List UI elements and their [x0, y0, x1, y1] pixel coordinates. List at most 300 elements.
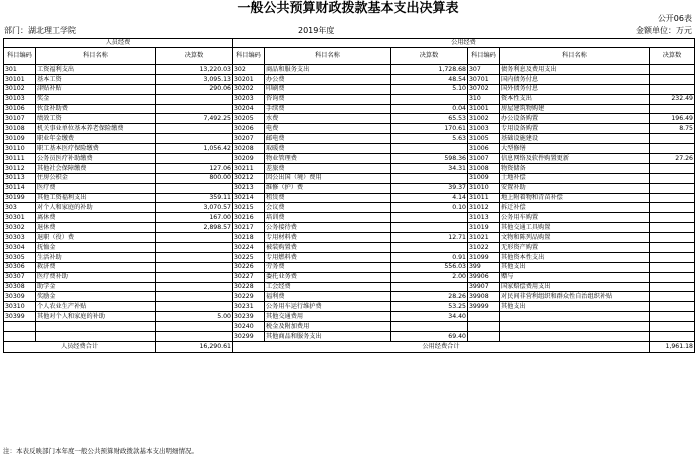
public-amount-cell: 2.00 [391, 272, 468, 282]
public-name-cell: 委托业务费 [265, 272, 391, 282]
public-name-cell: 税金及附加费用 [265, 322, 391, 332]
capital-amount-cell [650, 193, 695, 203]
public-amount-cell [391, 213, 468, 223]
capital-name-cell: 专用设备购置 [500, 124, 650, 134]
capital-code-cell: 39908 [468, 292, 500, 302]
capital-amount-cell [650, 243, 695, 253]
capital-amount-cell [650, 134, 695, 144]
personnel-code-cell [4, 332, 36, 342]
capital-amount-cell [650, 292, 695, 302]
public-amount-cell: 69.40 [391, 332, 468, 342]
public-code-cell: 30202 [233, 84, 265, 94]
unit-label: 金额单位：万元 [636, 26, 692, 35]
public-code-cell: 30214 [233, 193, 265, 203]
capital-amount-cell [650, 302, 695, 312]
public-amount-cell [391, 223, 468, 233]
capital-name-cell: 土地补偿 [500, 173, 650, 183]
public-amount-cell [391, 282, 468, 292]
personnel-amount-cell [156, 104, 233, 114]
personnel-name-cell: 住房公积金 [36, 173, 156, 183]
capital-code-cell: 39999 [468, 302, 500, 312]
personnel-total-value: 16,290.61 [156, 341, 233, 352]
capital-name-cell: 地上附着物和青苗补偿 [500, 193, 650, 203]
personnel-code-cell: 30114 [4, 183, 36, 193]
public-code-cell: 30231 [233, 302, 265, 312]
capital-name-cell [500, 332, 650, 342]
capital-code-cell: 31009 [468, 173, 500, 183]
public-name-cell: 办公费 [265, 74, 391, 84]
capital-code-cell: 30702 [468, 84, 500, 94]
public-group-header: 公用经费 [233, 39, 695, 48]
personnel-group-header: 人员经费 [4, 39, 233, 48]
table-row [4, 272, 695, 282]
public-code-cell: 30207 [233, 134, 265, 144]
personnel-amount-cell: 5.00 [156, 312, 233, 322]
personnel-name-cell: 基本工资 [36, 74, 156, 84]
public-name-cell: 印刷费 [265, 84, 391, 94]
public-name-cell: 邮电费 [265, 134, 391, 144]
table-row [4, 193, 695, 203]
public-amount-cell [391, 243, 468, 253]
personnel-name-cell: 其他对个人和家庭的补助 [36, 312, 156, 322]
capital-name-cell: 国外债务付息 [500, 84, 650, 94]
capital-name-cell: 信息网络及软件购置更新 [500, 154, 650, 164]
personnel-amount-cell [156, 262, 233, 272]
capital-code-cell: 31006 [468, 144, 500, 154]
public-code-cell: 30212 [233, 173, 265, 183]
capital-name-cell: 安置补助 [500, 183, 650, 193]
public-amount-cell: 34.31 [391, 163, 468, 173]
personnel-code-cell: 30308 [4, 282, 36, 292]
public-name-cell: 电费 [265, 124, 391, 134]
public-amount-cell: 53.25 [391, 302, 468, 312]
column-header-row [4, 48, 695, 65]
capital-amount-cell [650, 332, 695, 342]
public-total-label: 公用经费合计 [233, 341, 650, 352]
personnel-name-cell: 职工基本医疗保险缴费 [36, 144, 156, 154]
personnel-name-cell: 津贴补贴 [36, 84, 156, 94]
public-code-cell: 30217 [233, 223, 265, 233]
public-name-cell: 维修（护）费 [265, 183, 391, 193]
personnel-name-cell: 伙食补助费 [36, 104, 156, 114]
capital-code-cell: 31008 [468, 163, 500, 173]
capital-amount-cell [650, 65, 695, 75]
public-name-cell: 商品和服务支出 [265, 65, 391, 75]
personnel-name-cell: 抚恤金 [36, 243, 156, 253]
capital-code-cell: 31019 [468, 223, 500, 233]
page-title: 一般公共预算财政拨款基本支出决算表 [237, 1, 459, 16]
public-code-cell: 30224 [233, 243, 265, 253]
public-code-cell: 30201 [233, 74, 265, 84]
capital-name-cell: 公务用车购置 [500, 213, 650, 223]
department-label: 部门：湖北理工学院 [4, 26, 76, 35]
table-row [4, 282, 695, 292]
public-name-cell: 手续费 [265, 104, 391, 114]
table-row [4, 213, 695, 223]
capital-amount-cell [650, 272, 695, 282]
capital-amount-cell [650, 252, 695, 262]
personnel-name-cell: 奖励金 [36, 292, 156, 302]
personnel-code-cell: 30301 [4, 213, 36, 223]
personnel-name-cell: 救济费 [36, 262, 156, 272]
personnel-amount-cell [156, 124, 233, 134]
personnel-amount-cell [156, 233, 233, 243]
public-code-cell: 30226 [233, 262, 265, 272]
capital-name-cell: 拆迁补偿 [500, 203, 650, 213]
table-row [4, 134, 695, 144]
capital-code-cell: 31003 [468, 124, 500, 134]
public-amount-cell: 0.04 [391, 104, 468, 114]
capital-name-cell: 其他支出 [500, 262, 650, 272]
personnel-code-cell: 301 [4, 65, 36, 75]
personnel-amount-cell [156, 322, 233, 332]
table-row [4, 144, 695, 154]
capital-amount-cell [650, 203, 695, 213]
table-row [4, 223, 695, 233]
public-amount-cell: 39.37 [391, 183, 468, 193]
public-amount-cell: 0.10 [391, 203, 468, 213]
public-code-cell: 30211 [233, 163, 265, 173]
personnel-code-cell: 30399 [4, 312, 36, 322]
public-amount-cell: 12.71 [391, 233, 468, 243]
public-code-cell: 30208 [233, 144, 265, 154]
capital-name-cell: 文物和陈列品购置 [500, 233, 650, 243]
public-code-cell: 30229 [233, 292, 265, 302]
capital-name-cell: 国内债务付息 [500, 74, 650, 84]
table-row [4, 163, 695, 173]
public-amount-cell: 34.40 [391, 312, 468, 322]
personnel-amount-cell: 3,095.13 [156, 74, 233, 84]
public-name-cell: 水费 [265, 114, 391, 124]
personnel-name-cell: 工资福利支出 [36, 65, 156, 75]
personnel-amount-cell [156, 302, 233, 312]
capital-amount-cell: 8.75 [650, 124, 695, 134]
public-code-cell: 30204 [233, 104, 265, 114]
col-header-name: 科目名称 [36, 48, 156, 65]
personnel-name-cell: 职业年金缴费 [36, 134, 156, 144]
personnel-code-cell [4, 322, 36, 332]
capital-code-cell: 307 [468, 65, 500, 75]
personnel-amount-cell: 2,898.57 [156, 223, 233, 233]
expenditure-table [3, 38, 695, 353]
capital-name-cell: 其他交通工具购置 [500, 223, 650, 233]
capital-code-cell: 39907 [468, 282, 500, 292]
personnel-code-cell: 30106 [4, 104, 36, 114]
personnel-amount-cell [156, 183, 233, 193]
table-row [4, 302, 695, 312]
table-row [4, 104, 695, 114]
capital-code-cell: 31012 [468, 203, 500, 213]
public-code-cell: 30205 [233, 114, 265, 124]
capital-amount-cell [650, 104, 695, 114]
personnel-amount-cell [156, 154, 233, 164]
capital-name-cell: 物资储备 [500, 163, 650, 173]
personnel-amount-cell [156, 332, 233, 342]
capital-amount-cell [650, 262, 695, 272]
personnel-amount-cell: 13,220.03 [156, 65, 233, 75]
personnel-code-cell: 30307 [4, 272, 36, 282]
personnel-amount-cell: 1,056.42 [156, 144, 233, 154]
personnel-amount-cell [156, 134, 233, 144]
table-row [4, 292, 695, 302]
capital-name-cell: 其他支出 [500, 302, 650, 312]
capital-code-cell: 31013 [468, 213, 500, 223]
personnel-code-cell: 30303 [4, 233, 36, 243]
personnel-amount-cell: 359.11 [156, 193, 233, 203]
personnel-total-label: 人员经费合计 [4, 341, 156, 352]
capital-name-cell [500, 312, 650, 322]
capital-name-cell: 无形资产购置 [500, 243, 650, 253]
col-header-name: 科目名称 [500, 48, 650, 65]
capital-code-cell [468, 312, 500, 322]
capital-code-cell: 31021 [468, 233, 500, 243]
table-row [4, 84, 695, 94]
public-name-cell: 专用材料费 [265, 233, 391, 243]
capital-amount-cell [650, 322, 695, 332]
personnel-amount-cell [156, 272, 233, 282]
public-amount-cell: 170.61 [391, 124, 468, 134]
public-name-cell: 专用燃料费 [265, 252, 391, 262]
public-code-cell: 30240 [233, 322, 265, 332]
capital-amount-cell [650, 84, 695, 94]
personnel-amount-cell [156, 252, 233, 262]
public-code-cell: 30228 [233, 282, 265, 292]
personnel-name-cell: 助学金 [36, 282, 156, 292]
public-code-cell: 30216 [233, 213, 265, 223]
public-code-cell: 30225 [233, 252, 265, 262]
public-code-cell: 30239 [233, 312, 265, 322]
table-body [4, 65, 695, 342]
year-label: 2019年度 [298, 26, 335, 35]
personnel-code-cell: 30199 [4, 193, 36, 203]
public-name-cell: 工会经费 [265, 282, 391, 292]
public-name-cell: 公务用车运行维护费 [265, 302, 391, 312]
table-row [4, 183, 695, 193]
public-amount-cell: 556.03 [391, 262, 468, 272]
table-row [4, 332, 695, 342]
public-amount-cell: 0.91 [391, 252, 468, 262]
capital-amount-cell [650, 312, 695, 322]
personnel-amount-cell: 800.00 [156, 173, 233, 183]
personnel-name-cell: 个人农业生产补贴 [36, 302, 156, 312]
public-name-cell: 福利费 [265, 292, 391, 302]
personnel-code-cell: 30310 [4, 302, 36, 312]
public-total-value: 1,961.18 [650, 341, 695, 352]
public-name-cell: 培训费 [265, 213, 391, 223]
table-row [4, 94, 695, 104]
public-amount-cell [391, 94, 468, 104]
public-code-cell: 30218 [233, 233, 265, 243]
public-amount-cell: 4.14 [391, 193, 468, 203]
public-name-cell: 其他交通费用 [265, 312, 391, 322]
public-name-cell: 物业管理费 [265, 154, 391, 164]
personnel-amount-cell: 127.06 [156, 163, 233, 173]
col-header-amount: 决算数 [156, 48, 233, 65]
col-header-code: 科目编码 [468, 48, 500, 65]
public-name-cell: 取暖费 [265, 144, 391, 154]
public-code-cell: 302 [233, 65, 265, 75]
personnel-code-cell: 30111 [4, 154, 36, 164]
personnel-name-cell: 公务员医疗补助缴费 [36, 154, 156, 164]
form-number: 公开06表 [657, 14, 692, 23]
table-row [4, 124, 695, 134]
personnel-code-cell: 30103 [4, 94, 36, 104]
public-amount-cell [391, 322, 468, 332]
personnel-code-cell: 30107 [4, 114, 36, 124]
personnel-name-cell: 其他工资福利支出 [36, 193, 156, 203]
totals-row [4, 341, 695, 352]
capital-amount-cell: 196.49 [650, 114, 695, 124]
capital-code-cell: 31010 [468, 183, 500, 193]
personnel-code-cell: 30112 [4, 163, 36, 173]
personnel-code-cell: 30113 [4, 173, 36, 183]
public-code-cell: 30215 [233, 203, 265, 213]
capital-code-cell: 31099 [468, 252, 500, 262]
capital-code-cell [468, 332, 500, 342]
capital-name-cell: 国家赔偿费用支出 [500, 282, 650, 292]
capital-name-cell: 债务利息及费用支出 [500, 65, 650, 75]
personnel-code-cell: 30304 [4, 243, 36, 253]
table-row [4, 203, 695, 213]
public-amount-cell: 65.53 [391, 114, 468, 124]
public-amount-cell: 598.36 [391, 154, 468, 164]
personnel-name-cell: 绩效工资 [36, 114, 156, 124]
public-name-cell: 会议费 [265, 203, 391, 213]
capital-amount-cell [650, 282, 695, 292]
personnel-name-cell: 生活补助 [36, 252, 156, 262]
table-row [4, 322, 695, 332]
public-code-cell: 30299 [233, 332, 265, 342]
public-name-cell: 差旅费 [265, 163, 391, 173]
capital-amount-cell [650, 213, 695, 223]
table-row [4, 74, 695, 84]
public-name-cell: 其他商品和服务支出 [265, 332, 391, 342]
table-row [4, 252, 695, 262]
capital-amount-cell [650, 183, 695, 193]
col-header-name: 科目名称 [265, 48, 391, 65]
capital-name-cell: 资本性支出 [500, 94, 650, 104]
capital-code-cell: 31005 [468, 134, 500, 144]
personnel-name-cell [36, 322, 156, 332]
capital-amount-cell [650, 163, 695, 173]
col-header-amount: 决算数 [650, 48, 695, 65]
personnel-name-cell: 退职（役）费 [36, 233, 156, 243]
capital-amount-cell [650, 173, 695, 183]
col-header-code: 科目编码 [4, 48, 36, 65]
capital-code-cell: 31001 [468, 104, 500, 114]
public-name-cell: 公务接待费 [265, 223, 391, 233]
group-header-row [4, 39, 695, 48]
table-row [4, 154, 695, 164]
personnel-code-cell: 30102 [4, 84, 36, 94]
capital-name-cell: 基础设施建设 [500, 134, 650, 144]
personnel-code-cell: 30101 [4, 74, 36, 84]
public-code-cell: 30209 [233, 154, 265, 164]
public-name-cell: 劳务费 [265, 262, 391, 272]
table-row [4, 233, 695, 243]
capital-code-cell: 310 [468, 94, 500, 104]
capital-name-cell: 办公设备购置 [500, 114, 650, 124]
capital-code-cell [468, 322, 500, 332]
public-code-cell: 30206 [233, 124, 265, 134]
personnel-amount-cell: 290.06 [156, 84, 233, 94]
table-row [4, 312, 695, 322]
capital-code-cell: 30701 [468, 74, 500, 84]
public-amount-cell [391, 144, 468, 154]
personnel-name-cell: 奖金 [36, 94, 156, 104]
col-header-amount: 决算数 [391, 48, 468, 65]
table-row [4, 262, 695, 272]
capital-code-cell: 31011 [468, 193, 500, 203]
personnel-name-cell: 其他社会保障缴费 [36, 163, 156, 173]
capital-amount-cell [650, 144, 695, 154]
personnel-amount-cell [156, 282, 233, 292]
public-name-cell: 咨询费 [265, 94, 391, 104]
public-amount-cell: 5.10 [391, 84, 468, 94]
personnel-code-cell: 30108 [4, 124, 36, 134]
capital-amount-cell [650, 74, 695, 84]
personnel-code-cell: 30305 [4, 252, 36, 262]
public-code-cell: 30203 [233, 94, 265, 104]
public-amount-cell: 28.26 [391, 292, 468, 302]
public-amount-cell [391, 173, 468, 183]
capital-name-cell [500, 322, 650, 332]
personnel-name-cell: 机关事业单位基本养老保险缴费 [36, 124, 156, 134]
personnel-amount-cell: 167.00 [156, 213, 233, 223]
public-amount-cell: 5.63 [391, 134, 468, 144]
col-header-code: 科目编码 [233, 48, 265, 65]
personnel-code-cell: 30110 [4, 144, 36, 154]
public-code-cell: 30213 [233, 183, 265, 193]
personnel-amount-cell [156, 94, 233, 104]
capital-name-cell: 对民间非营利组织和群众性自治组织补贴 [500, 292, 650, 302]
personnel-amount-cell: 3,070.57 [156, 203, 233, 213]
capital-amount-cell [650, 223, 695, 233]
public-name-cell: 租赁费 [265, 193, 391, 203]
capital-code-cell: 39906 [468, 272, 500, 282]
public-code-cell: 30227 [233, 272, 265, 282]
personnel-name-cell: 对个人和家庭的补助 [36, 203, 156, 213]
capital-code-cell: 31022 [468, 243, 500, 253]
personnel-code-cell: 30309 [4, 292, 36, 302]
personnel-code-cell: 303 [4, 203, 36, 213]
table-row [4, 65, 695, 75]
personnel-code-cell: 30302 [4, 223, 36, 233]
table-row [4, 243, 695, 253]
personnel-name-cell: 退休费 [36, 223, 156, 233]
capital-amount-cell: 232.49 [650, 94, 695, 104]
personnel-amount-cell [156, 243, 233, 253]
capital-code-cell: 31007 [468, 154, 500, 164]
capital-amount-cell [650, 233, 695, 243]
public-amount-cell: 1,728.68 [391, 65, 468, 75]
capital-code-cell: 31002 [468, 114, 500, 124]
personnel-name-cell [36, 332, 156, 342]
public-name-cell: 因公出国（境）费用 [265, 173, 391, 183]
capital-name-cell: 大型修缮 [500, 144, 650, 154]
personnel-name-cell: 离休费 [36, 213, 156, 223]
personnel-amount-cell: 7,492.25 [156, 114, 233, 124]
public-amount-cell: 48.54 [391, 74, 468, 84]
table-row [4, 114, 695, 124]
capital-name-cell: 赠与 [500, 272, 650, 282]
personnel-name-cell: 医疗费补助 [36, 272, 156, 282]
capital-amount-cell: 27.26 [650, 154, 695, 164]
public-name-cell: 被装购置费 [265, 243, 391, 253]
personnel-code-cell: 30306 [4, 262, 36, 272]
capital-name-cell: 其他资本性支出 [500, 252, 650, 262]
capital-name-cell: 房屋建筑物购建 [500, 104, 650, 114]
